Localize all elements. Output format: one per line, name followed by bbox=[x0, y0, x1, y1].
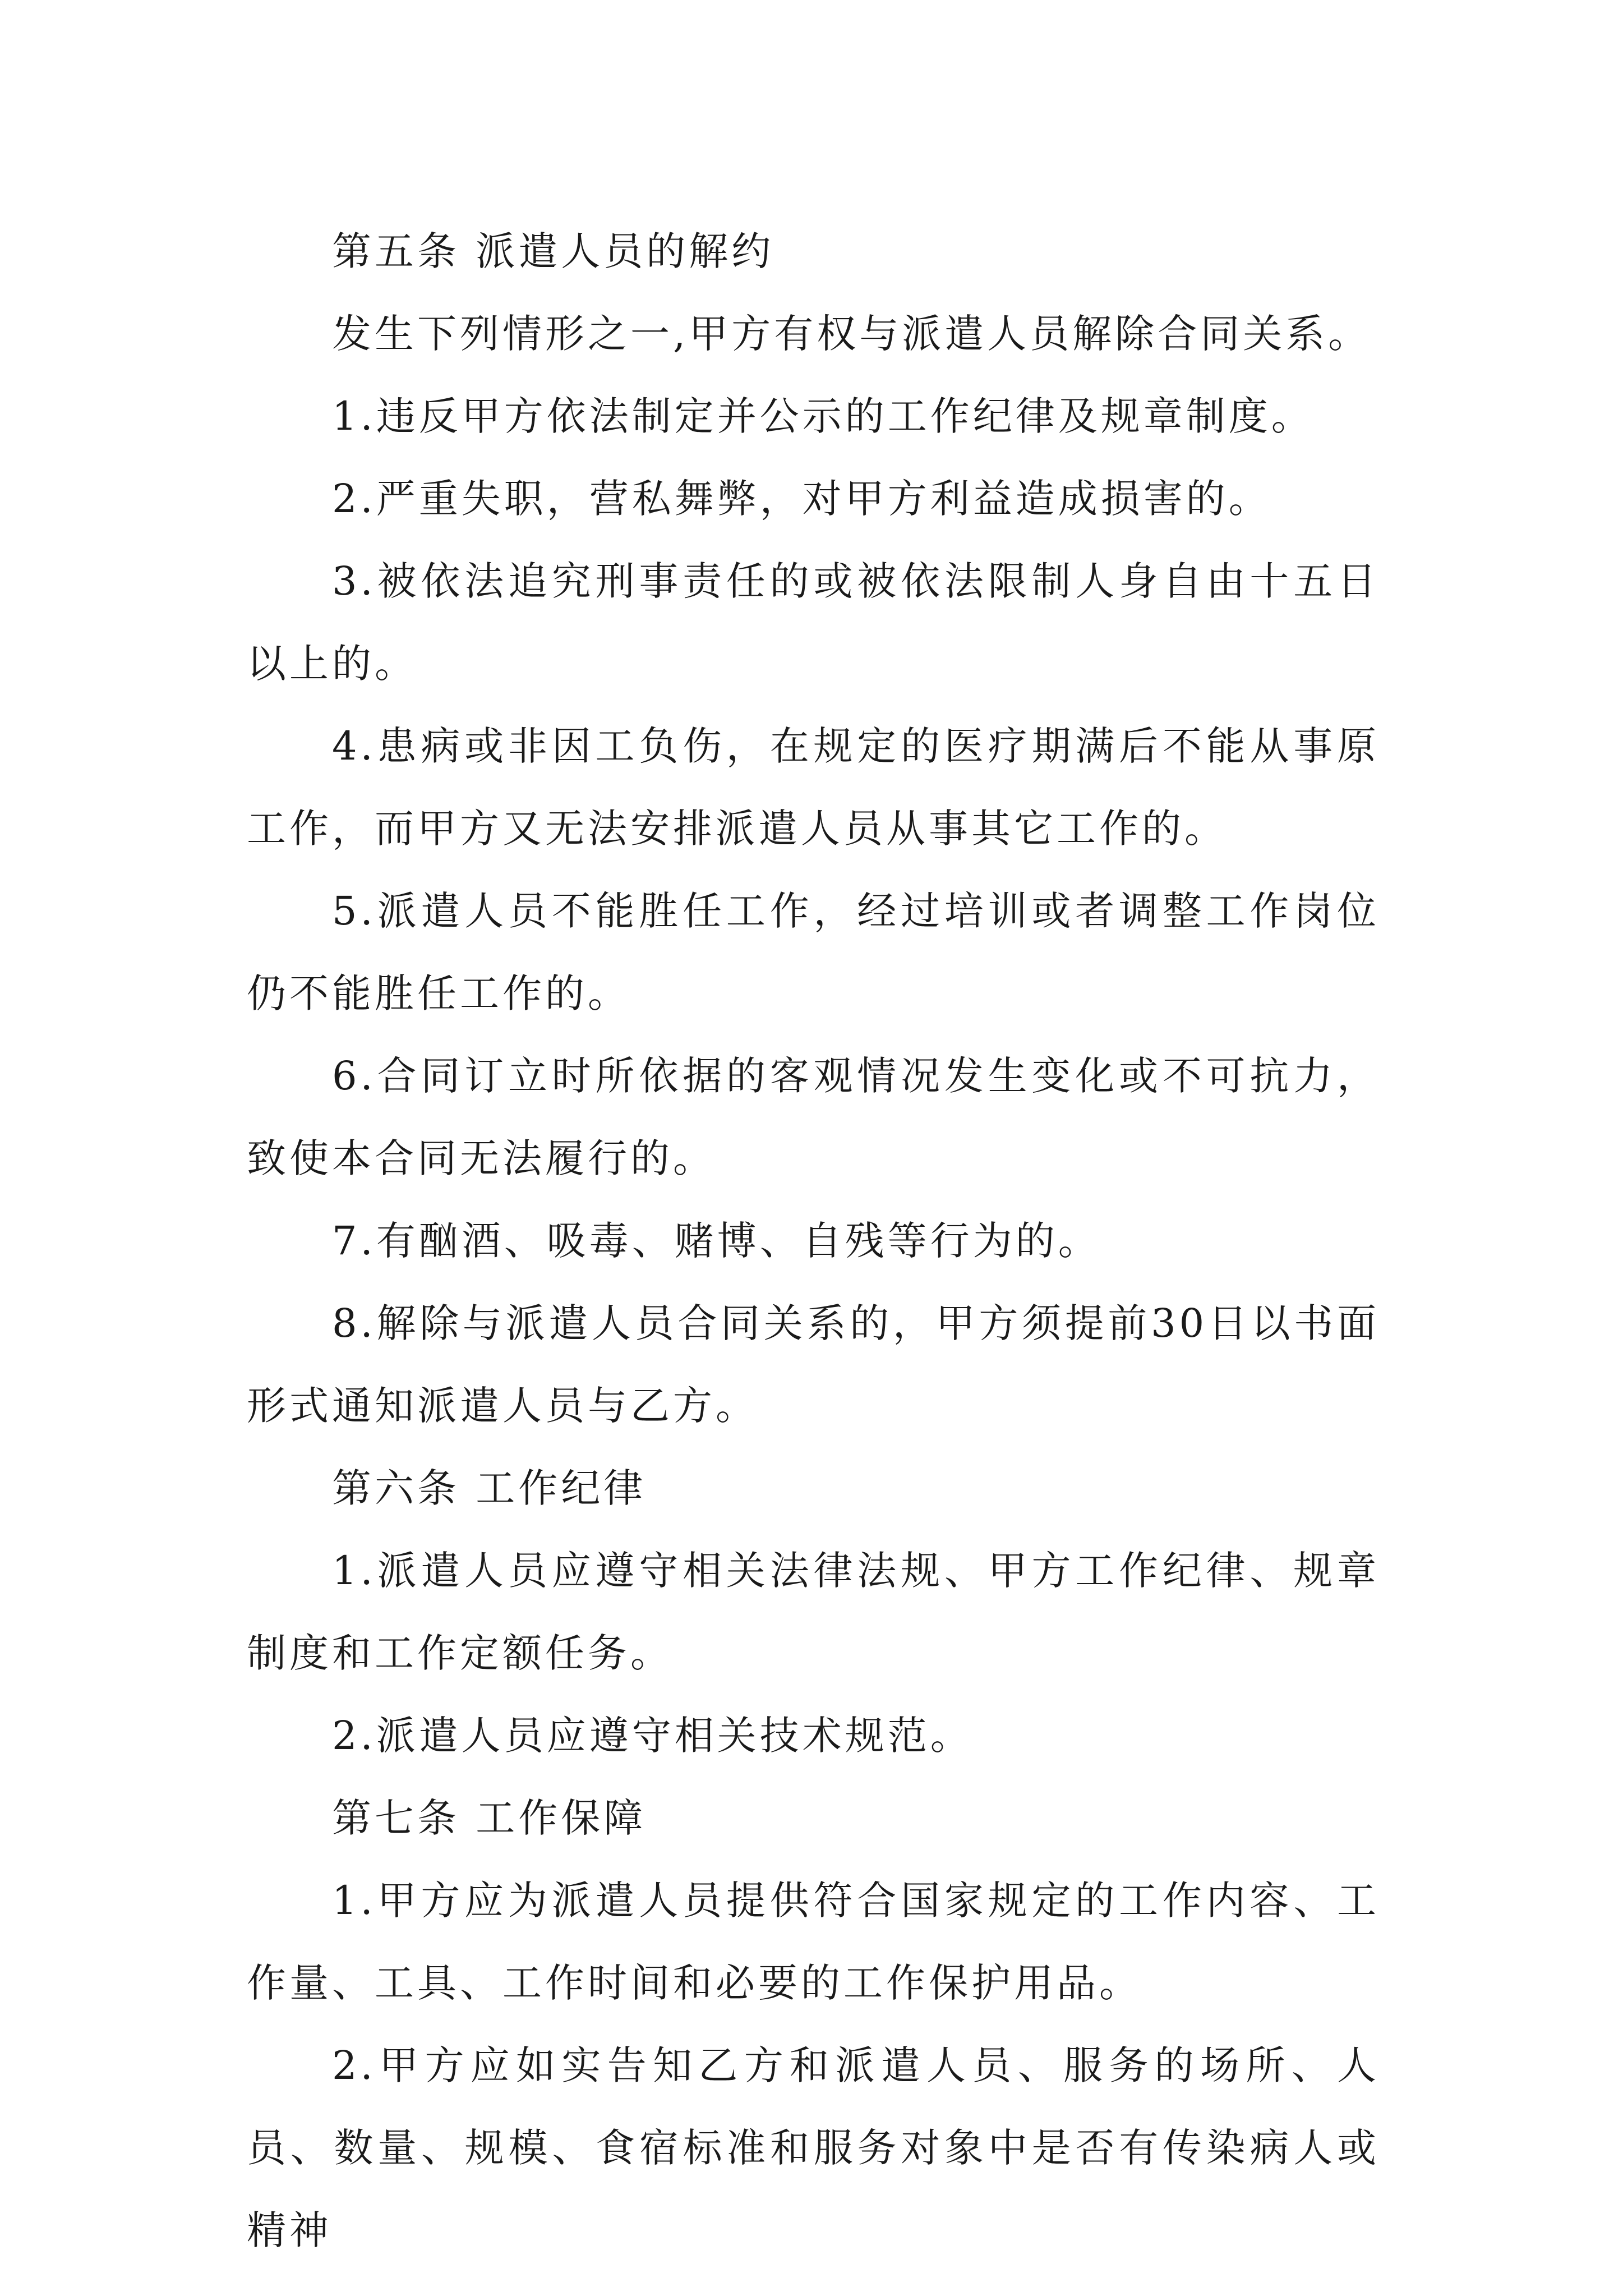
article-6-item-2: 2.派遣人员应遵守相关技术规范。 bbox=[332, 1713, 973, 1759]
article-5-intro: 发生下列情形之一,甲方有权与派遣人员解除合同关系。 bbox=[332, 311, 1371, 357]
article-5-item-7: 7.有酗酒、吸毒、赌博、自残等行为的。 bbox=[332, 1218, 1101, 1264]
article-7-item-1: 1.甲方应为派遣人员提供符合国家规定的工作内容、工作量、工具、工作时间和必要的工作保护用品。 bbox=[247, 1878, 1380, 2006]
article-5-item-6: 6.合同订立时所依据的客观情况发生变化或不可抗力，致使本合同无法履行的。 bbox=[247, 1053, 1380, 1181]
document-body bbox=[247, 210, 1380, 2272]
article-6-item-1: 1.派遣人员应遵守相关法律法规、甲方工作纪律、规章制度和工作定额任务。 bbox=[247, 1548, 1380, 1676]
article-6-heading: 第六条 工作纪律 bbox=[332, 1465, 647, 1511]
article-7-heading: 第七条 工作保障 bbox=[332, 1795, 647, 1841]
article-7-item-2: 2.甲方应如实告知乙方和派遣人员、服务的场所、人员、数量、规模、食宿标准和服务对象中是否有传染病人或精神 bbox=[247, 2042, 1380, 2253]
article-5-item-3: 3.被依法追究刑事责任的或被依法限制人身自由十五日以上的。 bbox=[247, 558, 1380, 687]
article-5-heading: 第五条 派遣人员的解约 bbox=[332, 228, 774, 274]
article-5-item-8: 8.解除与派遣人员合同关系的，甲方须提前30日以书面形式通知派遣人员与乙方。 bbox=[247, 1300, 1380, 1429]
article-5-item-5: 5.派遣人员不能胜任工作，经过培训或者调整工作岗位仍不能胜任工作的。 bbox=[247, 888, 1380, 1016]
article-5-item-4: 4.患病或非因工负伤，在规定的医疗期满后不能从事原工作，而甲方又无法安排派遣人员从事其它工作的。 bbox=[247, 723, 1380, 852]
article-5-item-1: 1.违反甲方依法制定并公示的工作纪律及规章制度。 bbox=[332, 393, 1314, 439]
article-5-item-2: 2.严重失职，营私舞弊，对甲方利益造成损害的。 bbox=[332, 476, 1271, 522]
